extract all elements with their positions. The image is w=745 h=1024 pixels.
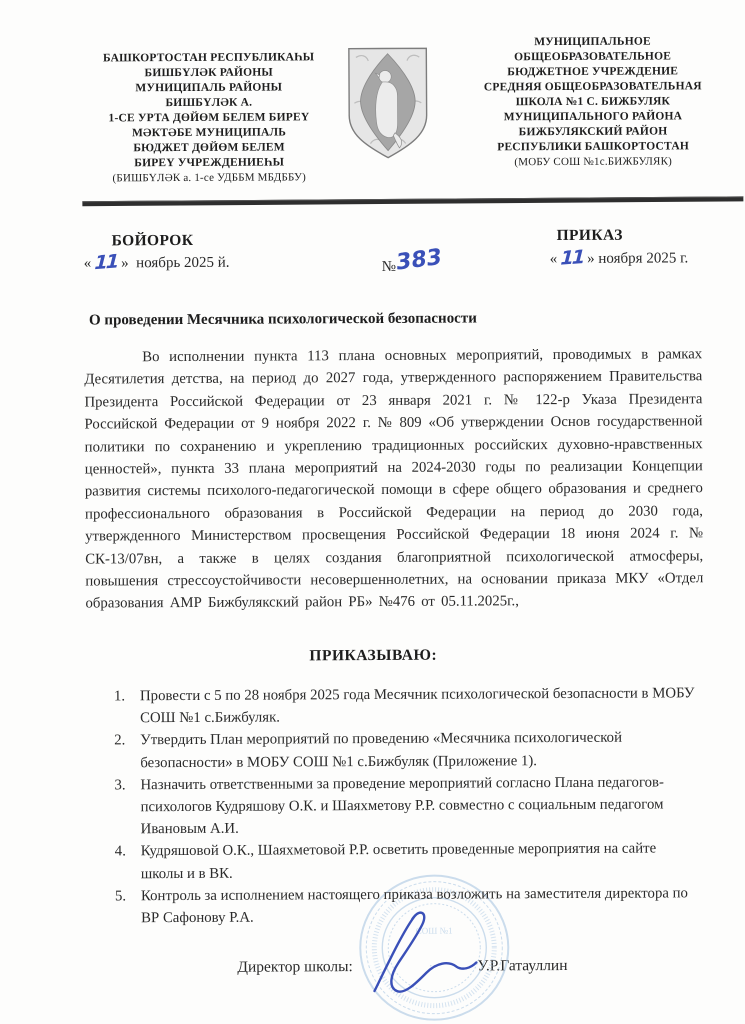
directive-text: Утвердить План мероприятий по проведению «Месячника психологической безопасности» в МОБУ СОШ №1 с.Бижбуляк (Приложение 1). <box>140 730 623 771</box>
order-title-russian: ПРИКАЗ <box>556 226 623 245</box>
letterhead-line: БИРЕҮ УЧРЕЖДЕНИЕҺЫ <box>134 156 285 170</box>
quote-close: » <box>121 255 129 272</box>
letterhead-line: СРЕДНЯЯ ОБЩЕОБРАЗОВАТЕЛЬНАЯ <box>483 80 702 94</box>
date-text: ноября 2025 г. <box>598 250 689 267</box>
handwritten-day-russian: 11 <box>557 246 587 270</box>
signature-role-label: Директор школы: <box>237 958 353 976</box>
directive-number: 3. <box>114 777 126 794</box>
order-subject-title: О проведении Месячника психологической безопасности <box>88 310 477 329</box>
directive-text: Контроль за исполнением настоящего приказа возложить на заместителя директора по ВР Сафонову Р.А. <box>140 885 688 927</box>
stamp-center-text: СОШ №1 <box>415 925 453 936</box>
letterhead-separator-rule <box>82 196 743 206</box>
quote-open: « <box>83 255 92 272</box>
letterhead-line: 1-СЕ УРТА ДӨЙӨМ БЕЛЕМ БИРЕҮ <box>108 111 310 125</box>
letterhead-line: БИШБҮЛӘК А. <box>165 96 253 110</box>
letterhead-line: ШКОЛА №1 С. БИЖБУЛЯК <box>515 95 671 109</box>
letterhead-line: БАШКОРТОСТАН РЕСПУБЛИКАҺЫ <box>102 51 315 65</box>
svg-text:• • •: • • • <box>429 963 440 970</box>
directive-text: Кудряшовой О.К., Шаяхметовой Р.Р. осветить проведенные мероприятия на сайте школы и в ВК. <box>140 840 657 882</box>
letterhead-line: МӘКТӘБЕ МУНИЦИПАЛЬ <box>131 126 287 140</box>
resolution-heading: ПРИКАЗЫВАЮ: <box>309 646 438 665</box>
letterhead-line: ОБЩЕОБРАЗОВАТЕЛЬНОЕ <box>514 50 672 64</box>
letterhead-abbreviation: (БИШБҮЛӘК а. 1-се УДББМ МБДББУ) <box>112 171 306 185</box>
directive-item <box>114 727 704 774</box>
order-number <box>381 244 443 277</box>
directives-list <box>114 682 705 929</box>
directive-number: 1. <box>113 688 126 705</box>
number-sign: № <box>381 258 397 275</box>
order-preamble-paragraph: Во исполнении пункта 113 плана основных мероприятий, проводимых в рамках Десятилетия детства, на период до 2027 года, утвержденного распоряжением Правительства Президента Российской Федерации от 23 января 2021 г. № 122-р Указа Президента Российской Федерации от 9 ноября 2022 г. № 809 «Об утверждении Основ государственной политики по сохранению и укреплению традиционных российских духовно-нравственных ценностей», пункта 33 плана мероприятий на 2024-2030 годы по реализации Концепции развития системы психолого-педагогической помощи в сфере общего образования и среднего профессионального образования в Российской Федерации на период до 2030 года, утвержденного Министерством просвещения Российской Федерации 18 июня 2024 г. № СК-13/07вн, а также в целях создания благоприятной психологической атмосферы, повышения стрессоустойчивости несовершеннолетних, на основании приказа МКУ «Отдел образования АМР Бижбулякский район РБ» №476 от 05.11.2025г., <box>84 346 704 612</box>
signature-name: У.Р.Гатауллин <box>477 956 568 975</box>
letterhead-line: МУНИЦИПАЛЬНОГО РАЙОНА <box>503 110 683 124</box>
director-signature <box>360 902 485 998</box>
letterhead-line: БИЖБУЛЯКСКИЙ РАЙОН <box>518 125 668 139</box>
directive-number: 5. <box>114 888 127 905</box>
quote-close: » <box>587 250 595 267</box>
quote-open: « <box>549 251 558 268</box>
handwritten-day-bashkir: 11 <box>91 250 121 275</box>
letterhead-russian <box>450 34 737 170</box>
directive-item <box>115 838 705 885</box>
handwritten-order-number: 383 <box>395 244 443 276</box>
directive-number: 2. <box>114 732 126 749</box>
directive-item <box>114 771 704 841</box>
letterhead-line: МУНИЦИПАЛЬ РАЙОНЫ <box>135 81 283 95</box>
order-title-bashkir: БОЙОРОК <box>111 231 194 250</box>
letterhead-line: РЕСПУБЛИКИ БАШКОРТОСТАН <box>497 140 690 154</box>
letterhead-line: БЮДЖЕТНОЕ УЧРЕЖДЕНИЕ <box>507 65 679 79</box>
order-date-russian <box>549 246 689 270</box>
letterhead-bashkir <box>86 50 333 186</box>
order-date-bashkir <box>83 250 230 275</box>
coat-of-arms-icon <box>344 44 433 164</box>
directive-item <box>114 682 704 729</box>
date-text: ноябрь 2025 й. <box>136 254 230 272</box>
letterhead-line: БЮДЖЕТ ДӨЙӨМ БЕЛЕМ <box>133 141 285 155</box>
directive-number: 4. <box>114 843 126 860</box>
directive-text: Назначить ответственными за проведение мероприятий согласно Плана педагогов-психологов Кудряшову О.К. и Шаяхметову Р.Р. совместно с социальным педагогом Ивановым А.И. <box>140 774 664 838</box>
directive-text: Провести с 5 по 28 ноября 2025 года Месячник психологической безопасности в МОБУ СОШ №1 с.Бижбуляк. <box>139 685 695 727</box>
letterhead-line: МУНИЦИПАЛЬНОЕ <box>534 35 651 49</box>
letterhead-line: БИШБҮЛӘК РАЙОНЫ <box>144 66 273 80</box>
letterhead-abbreviation: (МОБУ СОШ №1с.БИЖБУЛЯК) <box>514 155 672 169</box>
